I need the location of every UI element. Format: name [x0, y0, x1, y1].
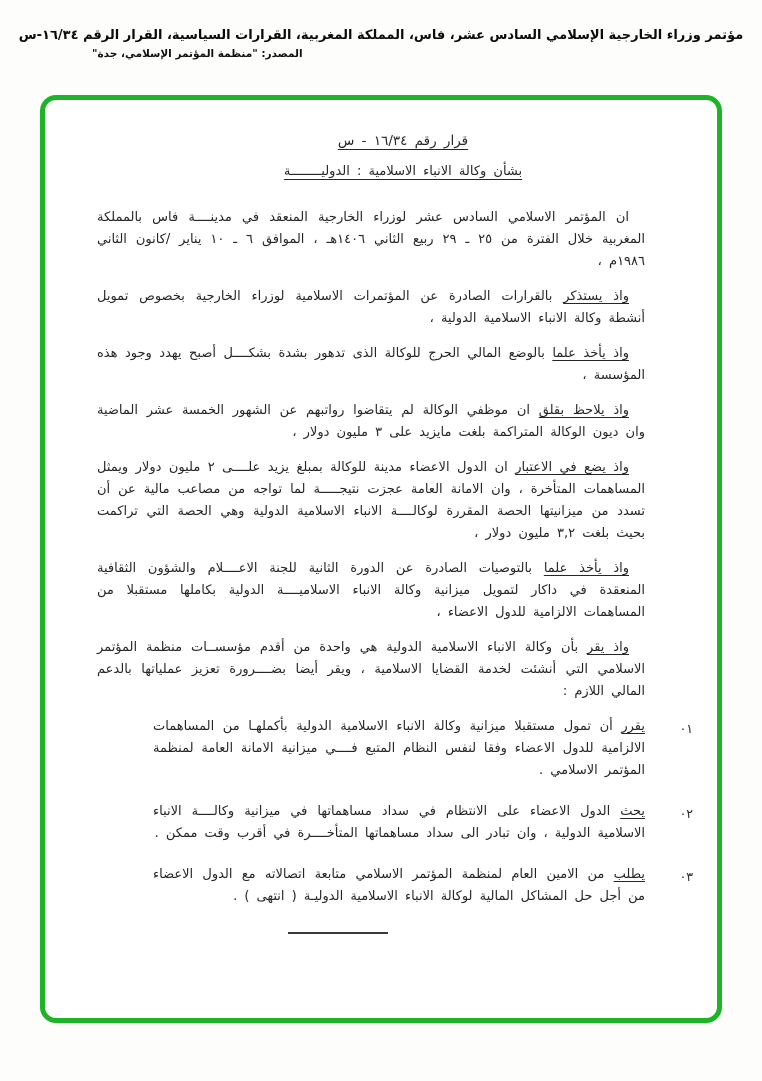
paragraph-lead: واذ يضع في الاعتبار [515, 460, 629, 475]
page-header [0, 0, 762, 60]
paragraph-text: بالتوصيات الصادرة عن الدورة الثانية للجنة الاعــــلام والشؤون الثقافية المنعقدة في داكار لتمويل ميزانية وكالة الانباء الاسلاميــــة الدولية بكاملها مستقبلا من المساهمات الالزامية للدول الاعضاء ، [97, 561, 645, 620]
preamble-paragraph [97, 343, 645, 387]
item-lead: يطلب [613, 867, 645, 882]
item-number: ٠٣ [679, 869, 693, 884]
resolution-item [97, 864, 693, 908]
item-paragraph [97, 716, 645, 782]
resolution-item [97, 716, 693, 782]
paragraph-lead: واذ يأخذ علما [552, 346, 629, 361]
item-lead: يقرر [621, 719, 645, 734]
item-text: الدول الاعضاء على الانتظام في سداد مساهماتها في ميزانية وكالــــة الانباء الاسلامية الدولية ، وان تبادر الى سداد مساهماتها المتأخــــرة في أقرب وقت ممكن . [153, 804, 645, 841]
resolution-subject: بشأن وكالة الانباء الاسلامية : الدوليــــــــة [283, 164, 523, 179]
document-frame [40, 95, 722, 1023]
paragraph-lead: واذ يأخذ علما [543, 561, 630, 576]
preamble-paragraph [97, 637, 645, 703]
item-paragraph [97, 864, 645, 908]
paragraph-text: بالقرارات الصادرة عن المؤتمرات الاسلامية لوزراء الخارجية بخصوص تمويل أنشطة وكالة الانباء الاسلامية الدولية ، [97, 289, 645, 326]
item-number: ٠١ [679, 721, 693, 736]
item-text: من الامين العام لمنظمة المؤتمر الاسلامي متابعة اتصالاته مع الدول الاعضاء من أجل حل المشاكل المالية لوكالة الانباء الاسلامية الدوليـة ( انتهى ) . [153, 867, 645, 904]
paragraph-lead: واذ يقر [587, 640, 629, 655]
item-paragraph [97, 801, 645, 845]
preamble-paragraph [97, 400, 645, 444]
preamble-paragraph [97, 286, 645, 330]
resolution-item [97, 801, 693, 845]
paragraph-text: بأن وكالة الانباء الاسلامية الدولية هي واحدة من أقدم مؤسســات منظمة المؤتمر الاسلامي التي أنشئت لخدمة القضايا الاسلامية ، ويقر أيضا بضــــرورة تعزيز عملياتها بالدعم المالي اللازم : [97, 640, 645, 699]
preamble-paragraph [97, 457, 645, 545]
paragraph-lead: واذ يلاحظ بقلق [538, 403, 629, 418]
resolution-heading [129, 130, 677, 183]
preamble-paragraph [97, 207, 645, 273]
paragraph-text: بالوضع المالي الحرج للوكالة الذى تدهور بشدة بشكــــل أصبح يهدد وجود هذه المؤسسة ، [97, 346, 645, 383]
preamble-paragraph [97, 558, 645, 624]
source-note: المصدر: "منظمة المؤتمر الإسلامي، جدة" [92, 48, 303, 60]
conference-title: مؤتمر وزراء الخارجية الإسلامي السادس عشر، فاس، المملكة المغربية، القرارات السياسية، القرار الرقم ١٦/٣٤-س [18, 28, 744, 43]
item-number: ٠٢ [679, 806, 693, 821]
paragraph-lead: واذ يستذكر [563, 289, 629, 304]
item-lead: يحث [620, 804, 645, 819]
document-body [45, 100, 717, 1018]
closing-rule [288, 932, 388, 934]
operative-items [97, 716, 693, 908]
paragraph-text: ان موظفي الوكالة لم يتقاضوا رواتبهم عن الشهور الخمسة عشر الماضية وان ديون الوكالة المتراكمة بلغت مايزيد على ٣ مليون دولار ، [97, 403, 645, 440]
paragraph-text: ان المؤتمر الاسلامي السادس عشر لوزراء الخارجية المنعقد في مدينــــة فاس بالمملكة المغربية خلال الفترة من ٢٥ ـ ٢٩ ربيع الثاني ١٤٠٦هـ ، الموافق ٦ ـ ١٠ يناير /كانون الثاني ١٩٨٦م ، [97, 210, 646, 269]
item-text: أن تمول مستقبلا ميزانية وكالة الانباء الاسلامية الدولية بأكملهـا من المساهمات الالزامية للدول الاعضاء وفقا لنفس النظام المتبع فــــي ميزانية الامانة العامة لمنظمة المؤتمر الاسلامي . [153, 719, 645, 778]
resolution-number: قرار رقم ١٦/٣٤ - س [337, 133, 469, 149]
paragraph-text: ان الدول الاعضاء مدينة للوكالة بمبلغ يزيد علــــى ٢ مليون دولار ويمثل المساهمات المتأخرة ، وان الامانة العامة عجزت نتيجـــــة لما تواجه من مصاعب مالية عن أن تسدد من ميزانيتها الحصة المقررة لوكالــــة الانباء الاسلامية الدولية وهي الحصة التي تراكمت بحيث بلغت ٣,٢ مليون دولار ، [97, 460, 645, 541]
